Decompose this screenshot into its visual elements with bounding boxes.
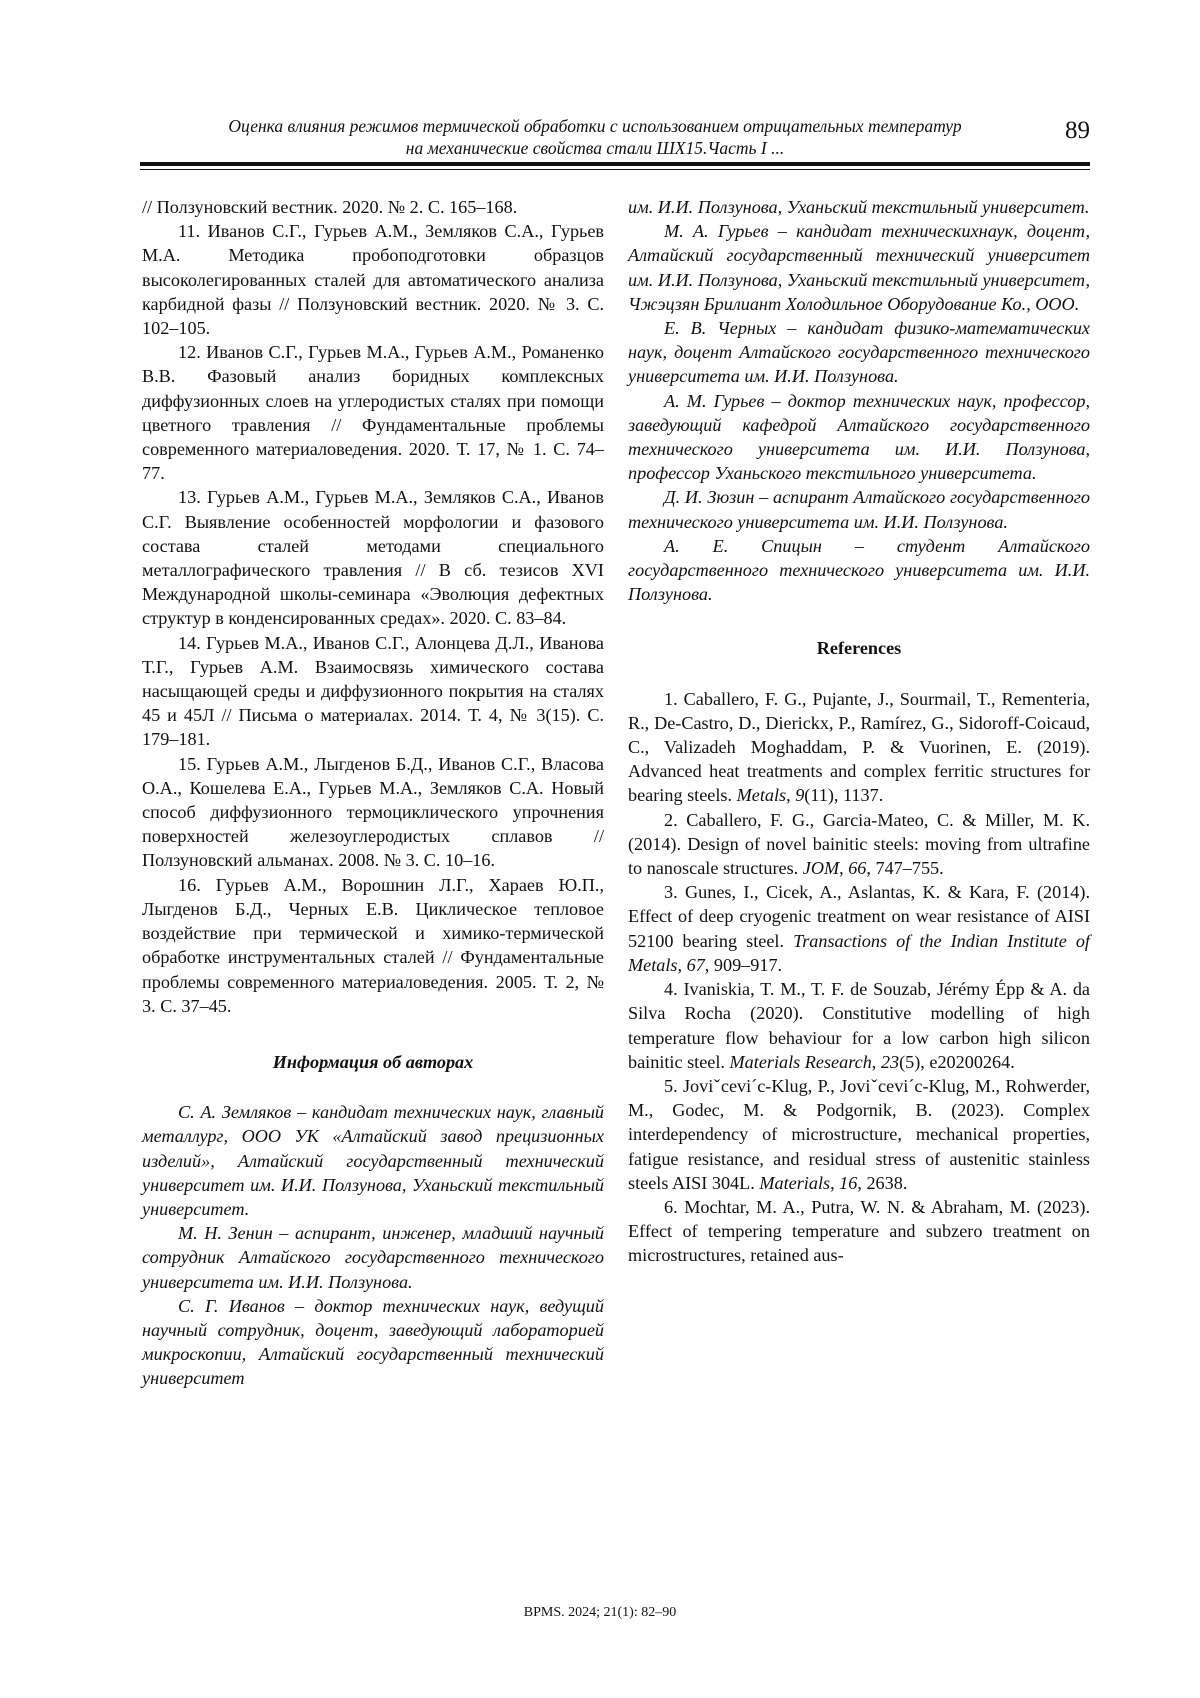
reference-pages: (11), 1137. [804, 785, 884, 806]
page-footer: BPMS. 2024; 21(1): 82–90 [523, 1605, 677, 1620]
reference-text: 1. Caballero, F. G., Pujante, J., Sourmail, T., Rementeria, R., De-Castro, D., Dierickx, P., Ramírez, G., Sidoroff-Coicaud, C., Valizadeh Moghaddam, P. & Vuorinen, E. (2019). Advanced heat treatments and complex ferritic structures for bearing steels. [628, 688, 1090, 806]
reference-item: 15. Гурьев А.М., Лыгденов Б.Д., Иванов С.Г., Власова О.А., Кошелева Е.А., Гурьев М.А., Земляков С.А. Новый способ диффузионного термоциклического упрочнения поверхностей железоуглеродистых сплавов // Ползуновский альманах. 2008. № 3. С. 10–16. [142, 753, 604, 871]
reference-separator: , [677, 954, 687, 975]
reference-text: 3. Gunes, I., Cicek, A., Aslantas, K. & Kara, F. (2014). Effect of deep cryogenic treatment on wear resistance of AISI 52100 bearing steel. [628, 882, 1090, 951]
reference-item: 16. Гурьев А.М., Ворошнин Л.Г., Хараев Ю.П., Лыгденов Б.Д., Черных Е.В. Циклическое тепловое воздействие при термической и химико-термической обработке инструментальных сталей // Фундаментальные проблемы современного материаловедения. 2005. Т. 2, № 3. С. 37–45. [142, 874, 604, 1016]
author-info: М. А. Гурьев – кандидат техническихнаук, доцент, Алтайский государственный технический университет им. И.И. Ползунова, Уханьский текстильный университет, Чжэцзян Брилиант Холодильное Оборудование Ко., ООО. [628, 221, 1090, 314]
reference-item: 12. Иванов С.Г., Гурьев М.А., Гурьев А.М., Романенко В.В. Фазовый анализ боридных комплексных диффузионных слоев на углеродистых сталях при помощи цветного травления // Фундаментальные проблемы современного материаловедения. 2020. Т. 17, № 1. С. 74–77. [142, 342, 604, 484]
reference-item: 11. Иванов С.Г., Гурьев А.М., Земляков С.А., Гурьев М.А. Методика пробоподготовки образцов высоколегированных сталей для автоматического анализа карбидной фазы // Ползуновский вестник. 2020. № 3. С. 102–105. [142, 221, 604, 339]
page-number: 89 [1065, 117, 1090, 144]
reference-text: 4. Ivaniskia, T. M., T. F. de Souzab, Jérémy Épp & A. da Silva Rocha (2020). Constitutive modelling of high temperature flow behaviour for a low carbon high silicon bainitic steel. [628, 979, 1090, 1072]
reference-journal: JOM [802, 858, 840, 879]
reference-volume: 9 [795, 785, 805, 806]
english-reference-item [628, 1195, 1090, 1268]
running-title-line-2: на механические свойства стали ШХ15.Часть I ... [405, 138, 785, 158]
english-reference-item [628, 1074, 1090, 1195]
header-rule-thin [140, 169, 1090, 170]
left-column [142, 195, 604, 1391]
reference-journal: Metals [736, 785, 787, 806]
running-header [140, 115, 1090, 159]
reference-item: 14. Гурьев М.А., Иванов С.Г., Алонцева Д.Л., Иванова Т.Г., Гурьев А.М. Взаимосвязь химического состава насыщающей среды и диффузионного покрытия на сталях 45 и 45Л // Письма о материалах. 2014. Т. 4, № 3(15). С. 179–181. [142, 632, 604, 750]
author-info: А. Е. Спицын – студент Алтайского государственного технического университета им. И.И. Ползунова. [628, 535, 1090, 605]
reference-journal: Materials [759, 1172, 831, 1193]
running-title [140, 115, 1090, 159]
reference-pages: , 2638. [857, 1172, 908, 1193]
english-reference-item [628, 687, 1090, 808]
header-rule-thick [140, 162, 1090, 166]
english-reference-item [628, 977, 1090, 1074]
right-column [628, 195, 1090, 1268]
reference-separator: , [830, 1172, 840, 1193]
author-info-continuation: им. И.И. Ползунова, Уханьский текстильный университет. [628, 197, 1090, 217]
reference-separator: , [839, 858, 849, 879]
reference-volume: 16 [839, 1172, 858, 1193]
author-info: Д. И. Зюзин – аспирант Алтайского государственного технического университета им. И.И. Ползунова. [628, 487, 1090, 532]
running-title-line-1: Оценка влияния режимов термической обработки с использованием отрицательных температур [228, 116, 962, 136]
reference-separator: , [786, 785, 796, 806]
reference-volume: 66 [848, 858, 867, 879]
reference-pages: (5), e20200264. [899, 1051, 1015, 1072]
reference-volume: 23 [880, 1051, 900, 1072]
author-info: А. М. Гурьев – доктор технических наук, профессор, заведующий кафедрой Алтайского государственного технического университета им. И.И. Ползунова, профессор Уханьского текстильного университета. [628, 390, 1090, 484]
reference-continuation: // Ползуновский вестник. 2020. № 2. С. 165–168. [142, 197, 518, 217]
reference-text: 6. Mochtar, M. A., Putra, W. N. & Abraham, M. (2023). Effect of tempering temperature and subzero treatment on microstructures, retained aus- [628, 1196, 1090, 1266]
english-reference-item [628, 808, 1090, 881]
author-info: С. А. Земляков – кандидат технических наук, главный металлург, ООО УК «Алтайский завод прецизионных изделий», Алтайский государственный технический университет им. И.И. Ползунова, Уханьский текстильный университет. [142, 1102, 604, 1219]
reference-pages: , 747–755. [866, 858, 944, 879]
authors-heading: Информация об авторах [272, 1051, 474, 1072]
reference-journal: Transactions of the Indian Institute of Metals [628, 930, 1090, 975]
english-reference-item [628, 880, 1090, 977]
reference-text: 2. Caballero, F. G., Garcia-Mateo, C. & Miller, M. K. (2014). Design of novel bainitic steels: moving from ultrafine to nanoscale structures. [628, 809, 1090, 879]
reference-pages: , 909–917. [704, 954, 783, 975]
reference-journal: Materials Research [729, 1051, 872, 1072]
reference-text: 5. Joviˇcevi´c-Klug, P., Joviˇcevi´c-Klug, M., Rohwerder, M., Godec, M. & Podgornik, B. (2023). Complex interdependency of microstructure, mechanical properties, fatigue resistance, and residual stress of austenitic stainless steels AISI 304L. [628, 1075, 1090, 1193]
reference-item: 13. Гурьев А.М., Гурьев М.А., Земляков С.А., Иванов С.Г. Выявление особенностей морфологии и фазового состава сталей методами специального металлографического травления // В сб. тезисов XVI Международной школы-семинара «Эволюция дефектных структур в конденсированных средах». 2020. С. 83–84. [142, 487, 604, 629]
reference-volume: 67 [686, 954, 705, 975]
references-heading: References [816, 638, 902, 659]
author-info: Е. В. Черных – кандидат физико-математических наук, доцент Алтайского государственного технического университета им. И.И. Ползунова. [628, 318, 1090, 387]
author-info: С. Г. Иванов – доктор технических наук, ведущий научный сотрудник, доцент, заведующий лабораторией микроскопии, Алтайский государственный технический университет [142, 1295, 604, 1389]
author-info: М. Н. Зенин – аспирант, инженер, младший научный сотрудник Алтайского государственного технического университета им. И.И. Ползунова. [142, 1223, 604, 1292]
reference-separator: , [871, 1051, 881, 1072]
